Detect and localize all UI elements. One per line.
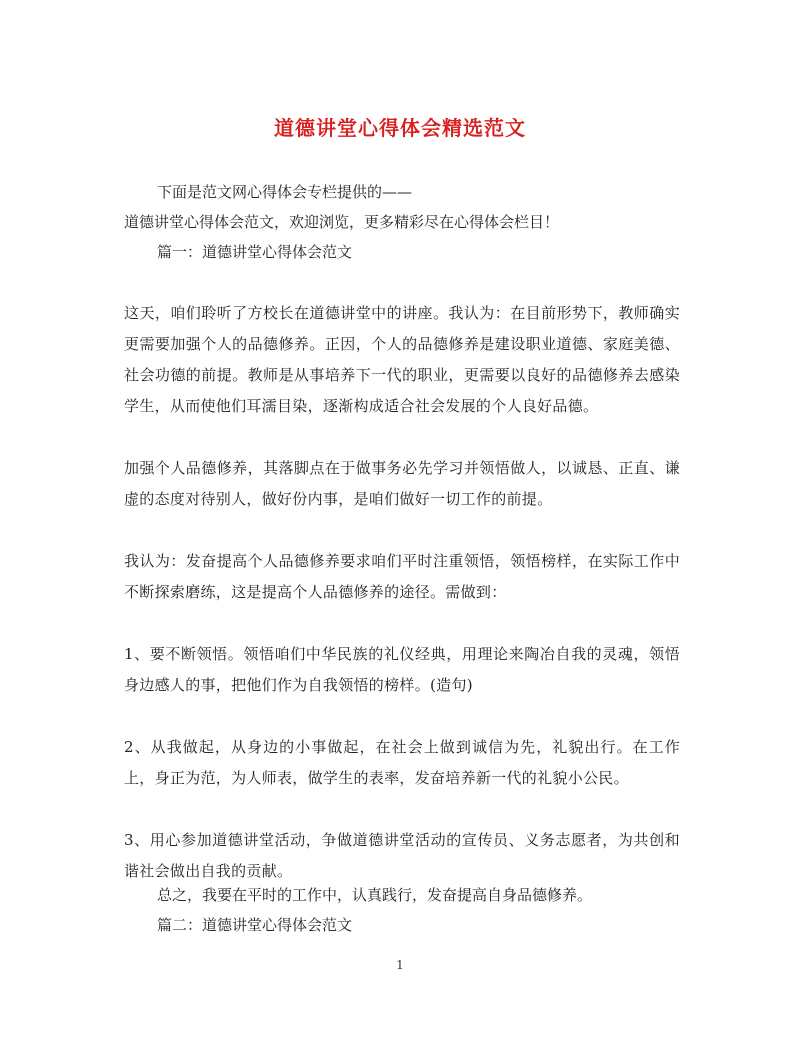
list-item-3: 3、用心参加道德讲堂活动，争做道德讲堂活动的宣传员、义务志愿者，为共创和谐社会做出自我的贡献。 xyxy=(124,831,680,880)
paragraph-2: 加强个人品德修养，其落脚点在于做事务必先学习并领悟做人，以诚恳、正直、谦虚的态度对待别人，做好份内事，是咱们做好一切工作的前提。 xyxy=(124,459,680,508)
paragraph-1: 这天，咱们聆听了方校长在道德讲堂中的讲座。我认为：在目前形势下，教师确实更需要加强个人的品德修养。正因，个人的品德修养是建设职业道德、家庭美德、社会功德的前提。教师是从事培养下一代的职业，更需要以良好的品德修养去感染学生，从而使他们耳濡目染，逐渐构成适合社会发展的个人良好品德。 xyxy=(124,304,680,415)
intro-line-1: 下面是范文网心得体会专栏提供的—— xyxy=(157,183,413,201)
list-item-2: 2、从我做起，从身边的小事做起，在社会上做到诚信为先，礼貌出行。在工作上，身正为范，为人师表，做学生的表率，发奋培养新一代的礼貌小公民。 xyxy=(124,738,680,787)
paragraph-3: 我认为：发奋提高个人品德修养要求咱们平时注重领悟，领悟榜样，在实际工作中不断探索磨练，这是提高个人品德修养的途径。需做到： xyxy=(124,552,680,601)
intro-line-2: 道德讲堂心得体会范文，欢迎浏览，更多精彩尽在心得体会栏目！ xyxy=(124,213,560,231)
section-heading-2: 篇二：道德讲堂心得体会范文 xyxy=(157,916,353,934)
list-item-1: 1、要不断领悟。领悟咱们中华民族的礼仪经典，用理论来陶冶自我的灵魂，领悟身边感人的事，把他们作为自我领悟的榜样。(造句) xyxy=(124,645,680,694)
page-number: 1 xyxy=(396,958,404,972)
document-title: 道德讲堂心得体会精选范文 xyxy=(274,116,526,140)
conclusion-line: 总之，我要在平时的工作中，认真践行，发奋提高自身品德修养。 xyxy=(157,886,593,904)
section-heading-1: 篇一：道德讲堂心得体会范文 xyxy=(157,243,353,261)
